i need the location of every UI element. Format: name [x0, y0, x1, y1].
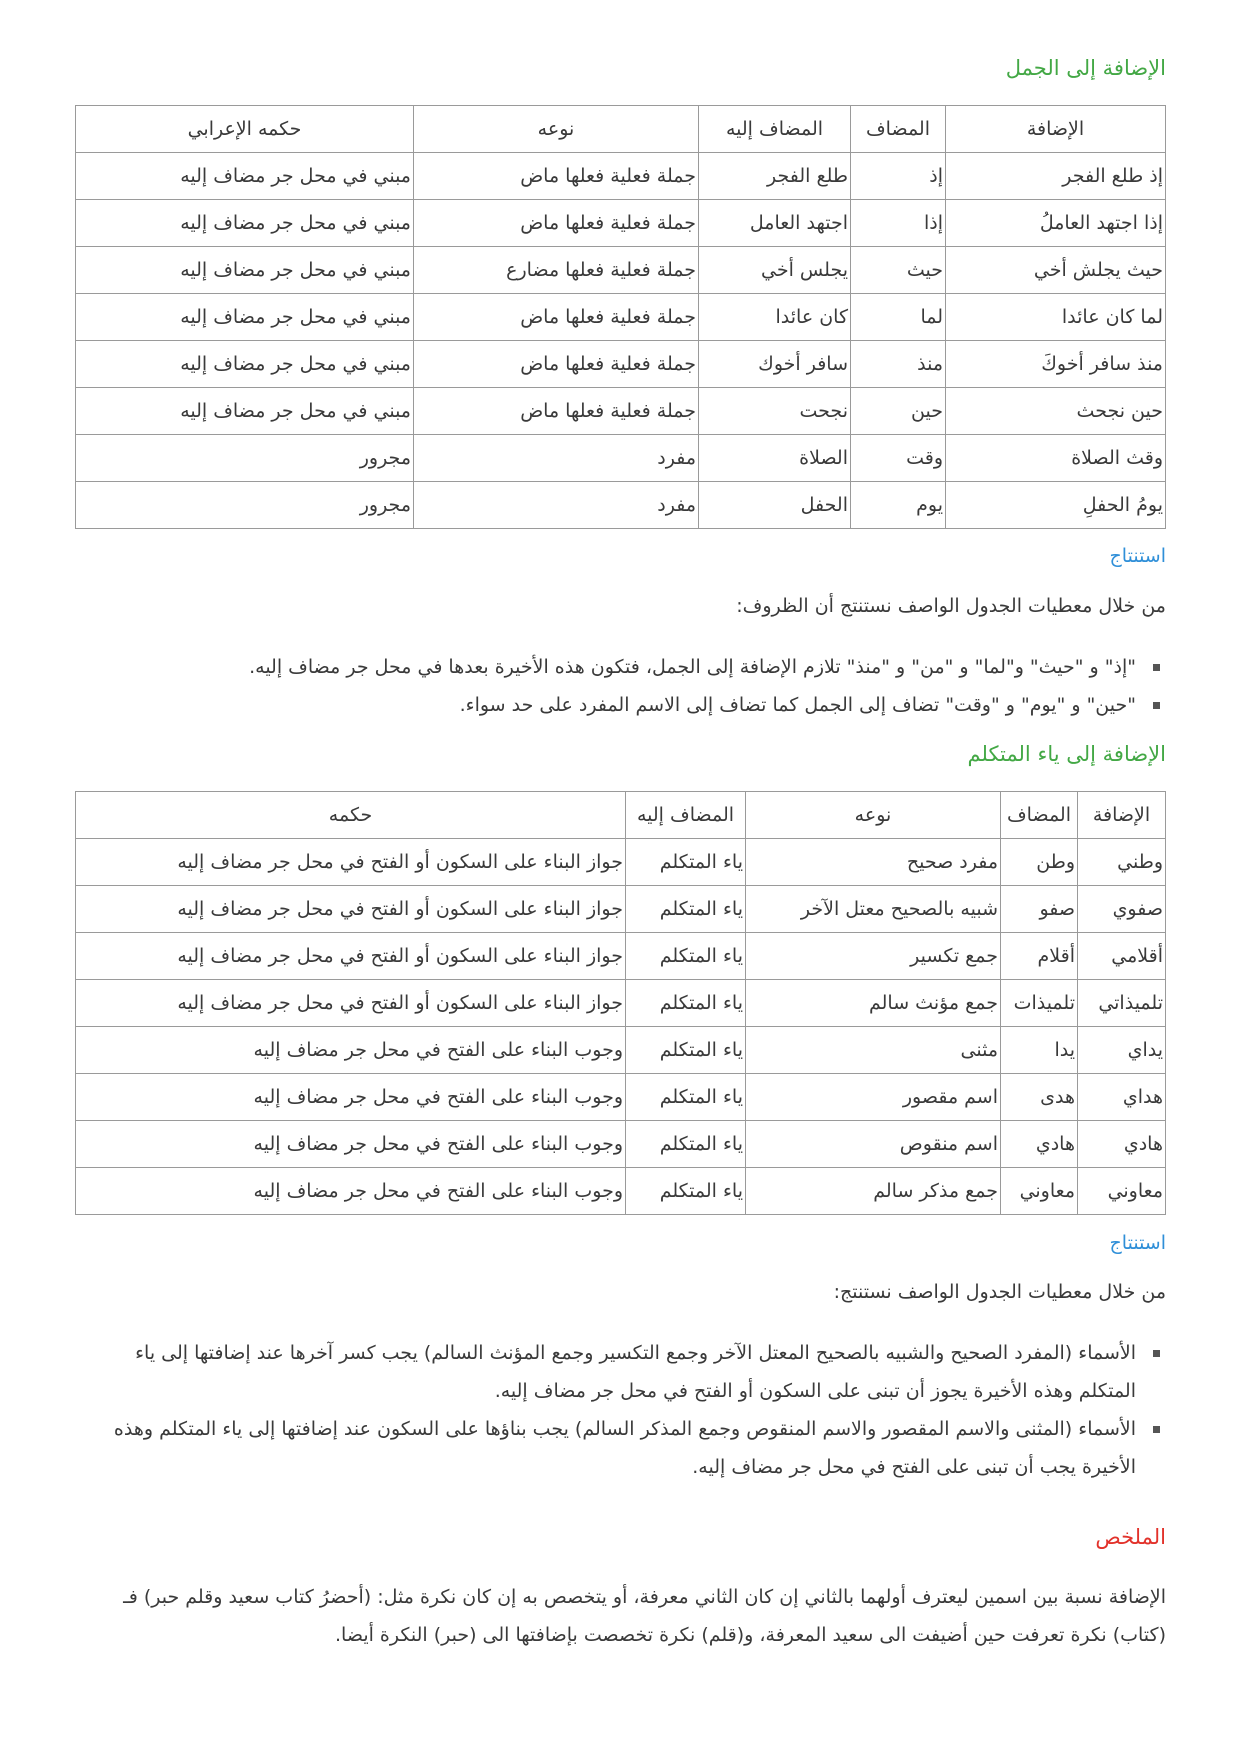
table-cell: ياء المتكلم	[626, 886, 746, 933]
table-cell: لما كان عائدا	[946, 294, 1166, 341]
header-cell: المضاف	[1001, 792, 1078, 839]
section2-title: الإضافة إلى ياء المتكلم	[967, 742, 1166, 766]
table-cell: صفو	[1001, 886, 1078, 933]
table-cell: ياء المتكلم	[626, 980, 746, 1027]
table-cell: مفرد صحيح	[746, 839, 1001, 886]
table-cell: صفوي	[1078, 886, 1166, 933]
header-cell: المضاف إليه	[699, 106, 851, 153]
section1-table	[75, 105, 1166, 529]
table-cell: ياء المتكلم	[626, 1027, 746, 1074]
section2-conclusion-title: استنتاج	[1109, 1232, 1166, 1254]
table-row	[76, 1074, 1166, 1121]
section1-title: الإضافة إلى الجمل	[1005, 56, 1166, 80]
table-cell: مبني في محل جر مضاف إليه	[76, 388, 414, 435]
table-cell: إذ	[851, 153, 946, 200]
table-cell: جواز البناء على السكون أو الفتح في محل جر مضاف إليه	[76, 839, 626, 886]
header-cell: حكمه	[76, 792, 626, 839]
section1-conclusion-intro: من خلال معطيات الجدول الواصف نستنتج أن الظروف:	[736, 595, 1166, 617]
summary-title: الملخص	[1095, 1525, 1166, 1549]
table-cell: جمع مذكر سالم	[746, 1168, 1001, 1215]
section2-conclusion-title-wrap	[1110, 1232, 1166, 1254]
table-cell: وقت	[851, 435, 946, 482]
table-row	[76, 1027, 1166, 1074]
table-header-row	[76, 106, 1166, 153]
table-cell: وقث الصلاة	[946, 435, 1166, 482]
table-cell: مبني في محل جر مضاف إليه	[76, 294, 414, 341]
list-item: الأسماء (المثنى والاسم المقصور والاسم المنقوص وجمع المذكر السالم) يجب بناؤها على السكون عند إضافتها إلى ياء المتكلم وهذه الأخيرة يجب أن تبنى على الفتح في محل جر مضاف إليه.	[76, 1410, 1136, 1486]
table-row	[76, 294, 1166, 341]
table-cell: جملة فعلية فعلها ماض	[414, 294, 699, 341]
table-header-row	[76, 792, 1166, 839]
table-cell: نجحت	[699, 388, 851, 435]
table-cell: يجلس أخي	[699, 247, 851, 294]
table-cell: مبني في محل جر مضاف إليه	[76, 247, 414, 294]
table-cell: يومُ الحفلِ	[946, 482, 1166, 529]
table-row	[76, 980, 1166, 1027]
table-cell: إذا اجتهد العاملُ	[946, 200, 1166, 247]
header-cell: المضاف إليه	[626, 792, 746, 839]
section2-table-body	[76, 839, 1166, 1215]
table-cell: مثنى	[746, 1027, 1001, 1074]
table-row	[76, 200, 1166, 247]
section2-bullet-list	[76, 1334, 1166, 1486]
header-cell: الإضافة	[946, 106, 1166, 153]
table-cell: مبني في محل جر مضاف إليه	[76, 341, 414, 388]
table-cell: حين	[851, 388, 946, 435]
table-cell: شبيه بالصحيح معتل الآخر	[746, 886, 1001, 933]
table-row	[76, 153, 1166, 200]
table-cell: لما	[851, 294, 946, 341]
table-cell: حيث	[851, 247, 946, 294]
table-row	[76, 886, 1166, 933]
table-cell: ياء المتكلم	[626, 933, 746, 980]
table-cell: وطن	[1001, 839, 1078, 886]
table-cell: ياء المتكلم	[626, 1074, 746, 1121]
table-cell: هداي	[1078, 1074, 1166, 1121]
table-cell: وجوب البناء على الفتح في محل جر مضاف إليه	[76, 1121, 626, 1168]
section1-conclusion-title-wrap	[1110, 545, 1166, 567]
table-row	[76, 1168, 1166, 1215]
header-cell: المضاف	[851, 106, 946, 153]
header-cell: نوعه	[414, 106, 699, 153]
table-cell: مفرد	[414, 482, 699, 529]
list-item: "حين" و "يوم" و "وقت" تضاف إلى الجمل كما تضاف إلى الاسم المفرد على حد سواء.	[76, 686, 1136, 724]
list-item: الأسماء (المفرد الصحيح والشبيه بالصحيح المعتل الآخر وجمع التكسير وجمع المؤنث السالم) يجب كسر آخرها عند إضافتها إلى ياء المتكلم وهذه الأخيرة يجوز أن تبنى على السكون أو الفتح في محل جر مضاف إليه.	[76, 1334, 1136, 1410]
table-cell: هادي	[1001, 1121, 1078, 1168]
table-cell: جمع تكسير	[746, 933, 1001, 980]
table-cell: جملة فعلية فعلها ماض	[414, 388, 699, 435]
section1-title-wrap	[1006, 56, 1166, 80]
table-cell: حيث يجلش أخي	[946, 247, 1166, 294]
table-cell: هادي	[1078, 1121, 1166, 1168]
table-cell: ياء المتكلم	[626, 839, 746, 886]
table-cell: هدى	[1001, 1074, 1078, 1121]
table-cell: سافر أخوك	[699, 341, 851, 388]
section2-title-wrap	[968, 742, 1166, 766]
header-cell: حكمه الإعرابي	[76, 106, 414, 153]
table-row	[76, 388, 1166, 435]
table-cell: مبني في محل جر مضاف إليه	[76, 200, 414, 247]
table-cell: تلميذاتي	[1078, 980, 1166, 1027]
table-cell: منذ	[851, 341, 946, 388]
table-cell: جملة فعلية فعلها ماض	[414, 153, 699, 200]
table-cell: وطني	[1078, 839, 1166, 886]
table-cell: وجوب البناء على الفتح في محل جر مضاف إليه	[76, 1074, 626, 1121]
table-cell: ياء المتكلم	[626, 1121, 746, 1168]
table-cell: معاوني	[1001, 1168, 1078, 1215]
list-item: "إذ" و "حيث" و"لما" و "من" و "منذ" تلازم الإضافة إلى الجمل، فتكون هذه الأخيرة بعدها في محل جر مضاف إليه.	[76, 648, 1136, 686]
table-cell: حين نجحث	[946, 388, 1166, 435]
table-row	[76, 933, 1166, 980]
section2-conclusion-intro: من خلال معطيات الجدول الواصف نستنتج:	[833, 1281, 1166, 1303]
table-row	[76, 341, 1166, 388]
table-row	[76, 435, 1166, 482]
table-cell: أقلام	[1001, 933, 1078, 980]
table-row	[76, 247, 1166, 294]
table-cell: جواز البناء على السكون أو الفتح في محل جر مضاف إليه	[76, 980, 626, 1027]
table-cell: ياء المتكلم	[626, 1168, 746, 1215]
table-cell: جمع مؤنث سالم	[746, 980, 1001, 1027]
header-cell: نوعه	[746, 792, 1001, 839]
table-cell: أقلامي	[1078, 933, 1166, 980]
table-cell: اسم مقصور	[746, 1074, 1001, 1121]
table-cell: كان عائدا	[699, 294, 851, 341]
summary-text: الإضافة نسبة بين اسمين ليعترف أولهما بالثاني إن كان الثاني معرفة، أو يتخصص به إن كان نكرة مثل: (أحضرُ كتاب سعيد وقلم حبر) فـ (كتاب) نكرة تعرفت حين أضيفت الى سعيد المعرفة، و(قلم) نكرة تخصصت بإضافتها الى (حبر) النكرة أيضا.	[123, 1586, 1166, 1646]
table-cell: يداي	[1078, 1027, 1166, 1074]
table-cell: الحفل	[699, 482, 851, 529]
table-cell: مجرور	[76, 482, 414, 529]
table-cell: جواز البناء على السكون أو الفتح في محل جر مضاف إليه	[76, 886, 626, 933]
table-cell: طلع الفجر	[699, 153, 851, 200]
table-row	[76, 839, 1166, 886]
table-cell: جملة فعلية فعلها مضارع	[414, 247, 699, 294]
header-cell: الإضافة	[1078, 792, 1166, 839]
table-cell: وجوب البناء على الفتح في محل جر مضاف إليه	[76, 1168, 626, 1215]
table-cell: إذا	[851, 200, 946, 247]
table-cell: وجوب البناء على الفتح في محل جر مضاف إليه	[76, 1027, 626, 1074]
table-cell: جملة فعلية فعلها ماض	[414, 341, 699, 388]
table-cell: تلميذات	[1001, 980, 1078, 1027]
table-cell: جواز البناء على السكون أو الفتح في محل جر مضاف إليه	[76, 933, 626, 980]
table-cell: منذ سافر أخوكَ	[946, 341, 1166, 388]
table-row	[76, 482, 1166, 529]
table-cell: يدا	[1001, 1027, 1078, 1074]
section2-table	[75, 791, 1166, 1215]
section1-table-body	[76, 153, 1166, 529]
table-cell: مفرد	[414, 435, 699, 482]
table-cell: اسم منقوص	[746, 1121, 1001, 1168]
table-cell: مبني في محل جر مضاف إليه	[76, 153, 414, 200]
table-cell: معاوني	[1078, 1168, 1166, 1215]
table-cell: اجتهد العامل	[699, 200, 851, 247]
summary-title-wrap	[1095, 1525, 1166, 1549]
table-cell: جملة فعلية فعلها ماض	[414, 200, 699, 247]
table-row	[76, 1121, 1166, 1168]
section1-conclusion-title: استنتاج	[1109, 545, 1166, 567]
section1-bullet-list	[76, 648, 1166, 724]
table-cell: يوم	[851, 482, 946, 529]
table-cell: إذ طلع الفجر	[946, 153, 1166, 200]
table-cell: الصلاة	[699, 435, 851, 482]
table-cell: مجرور	[76, 435, 414, 482]
